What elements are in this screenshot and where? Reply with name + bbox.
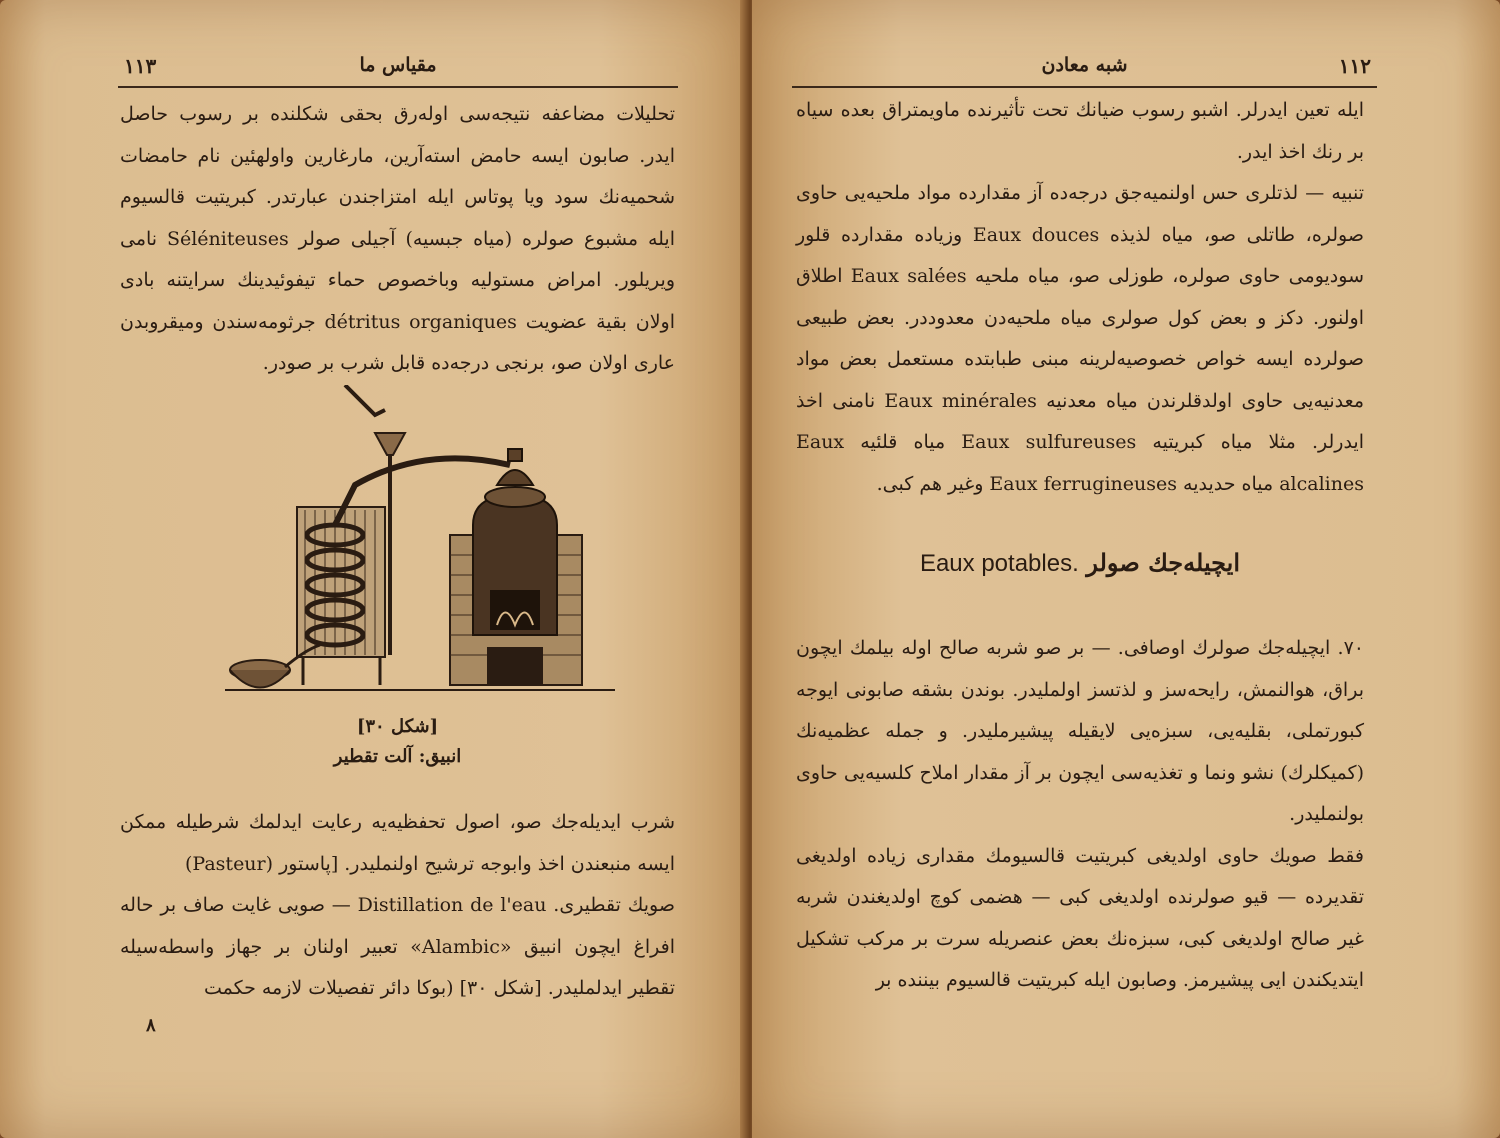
left-page <box>0 0 748 1138</box>
left-page-number: ١١٣ <box>124 54 157 78</box>
right-paragraphs-top <box>796 90 1364 505</box>
left-paragraph-2: شرب ايديله‌جك صو، اصول تحفظيه‌يه رعايت ايدلمك شرطيله ممكن ايسه منبعندن اخذ وابوجه ترشيح اولنملیدر. [پاستور (Pasteur) صويك تقطيرى. Distillation de l'eau — صويى غايت صاف بر حاله افراغ ايچون انبيق «Alambic» تعبير اولنان بر جهاز واسطه‌سيله تقطير ايدلمليدر. [شكل ٣٠] (بوكا دائر تفصيلات لازمه حكمت <box>120 802 675 1010</box>
right-paragraph-1: ايله تعين ايدرلر. اشبو رسوب ضيانك تحت تأثيرنده ماويمتراق بعده سياه بر رنك اخذ ايدر. <box>796 99 1364 163</box>
right-paragraphs-bottom <box>796 628 1364 1002</box>
left-page-header <box>118 50 678 88</box>
figure-number-caption: [شكل ٣٠] <box>356 716 439 737</box>
right-paragraph-2: تنبيه — لذتلرى حس اولنميه‌جق درجه‌ده آز مقدارده مواد ملحيه‌يى حاوى صولره، طاتلى صو، مياه لذيذه Eaux douces وزياده مقدارده قلور سوديومى حاوى صولره، طوزلى صو، مياه ملحيه Eaux salées اطلاق اولنور. دكز و بعض كول صولرى مياه ملحيه‌دن معدوددر. بعض طبيعى صولرده ايسه خواص خصوصيه‌لرينه مبنى طبابتده مستعمل بعض مواد معدنيه‌يى حاوى اولدقلرندن مياه معدنيه Eaux minérales نامنى اخذ ايدرلر. مثلا مياه كبريتيه Eaux sulfureuses مياه قلئيه Eaux alcalines مياه حديديه Eaux ferrugineuses وغير هم كبى. <box>796 182 1364 495</box>
subheading-latin: Eaux potables. <box>919 550 1079 577</box>
left-running-title: مقياس ما <box>359 54 437 76</box>
right-running-title: شبه معادن <box>1041 54 1128 76</box>
left-paragraph-3: صويك تقطيرى. Distillation de l'eau — صويى غايت صاف بر حاله افراغ ايچون انبيق «Alambic» تعبير اولنان بر جهاز واسطه‌سيله تقطير ايدلمليدر. [شكل ٣٠] (بوكا دائر تفصيلات لازمه حكمت <box>120 894 675 999</box>
right-paragraph-4: فقط صويك حاوى اولديغى كبريتيت قالسيومك مقدارى زياده اولديغى تقديرده — قيو صولرنده اولديغى كبى — هضمى كوچ اولديغندن شربه غير صالح اولديغى كبى، سبزه‌نك بعض عنصريله سرت بر مركب تشكيل ايتديكندن ايى پيشيرمز. وصابون ايله كبريتيت قالسيوم بيننده بر <box>796 844 1364 991</box>
right-page <box>752 0 1500 1138</box>
right-page-header <box>792 50 1377 88</box>
distillation-apparatus-illustration <box>225 385 615 705</box>
section-subheading <box>796 548 1364 578</box>
right-page-number: ١١٢ <box>1338 54 1371 78</box>
figure-title-caption: انبيق: آلت تقطير <box>333 746 462 767</box>
signature-mark: ٨ <box>146 1015 156 1036</box>
subheading-arabic: ايچيله‌جك صولر <box>1086 548 1241 577</box>
right-paragraph-3: ٧٠. ايچيله‌جك صولرك اوصافى. — بر صو شربه صالح اوله بيلمك ايچون براق، هوالنمش، رايحه‌سز و لذتسز اولمليدر. بوندن بشقه صابونى ايوجه كبورتملى، بقليه‌يى، سبزه‌يى لايقيله پيشيرمليدر. و جمله عظميه‌نك (كميكلرك) نشو ونما و تغذيه‌سى ايچون بر آز مقدار املاح كلسيه‌يى حاوى بولنمليدر. <box>796 637 1364 825</box>
left-paragraph-1: تحليلات مضاعفه نتيجه‌سى اوله‌رق بحقى شكلنده بر رسوب حاصل ايدر. صابون ايسه حامض استه‌آرين، مارغارين واولهئين نام حامضات شحميه‌نك سود ويا پوتاس ايله امتزاجندن عبارتدر. كبريتيت قالسيوم ايله مشبوع صولره (مياه جبسيه) آجيلى صولر Séléniteuses نامى ويريلور. امراض مستوليه وباخصوص حماء تيفوئيدينك سرايتنه بادى اولان بقية عضويت détritus organiques جرثومه‌سندن وميقروبدن عارى اولان صو، برنجى درجه‌ده قابل شرب بر صودر. <box>120 103 675 374</box>
